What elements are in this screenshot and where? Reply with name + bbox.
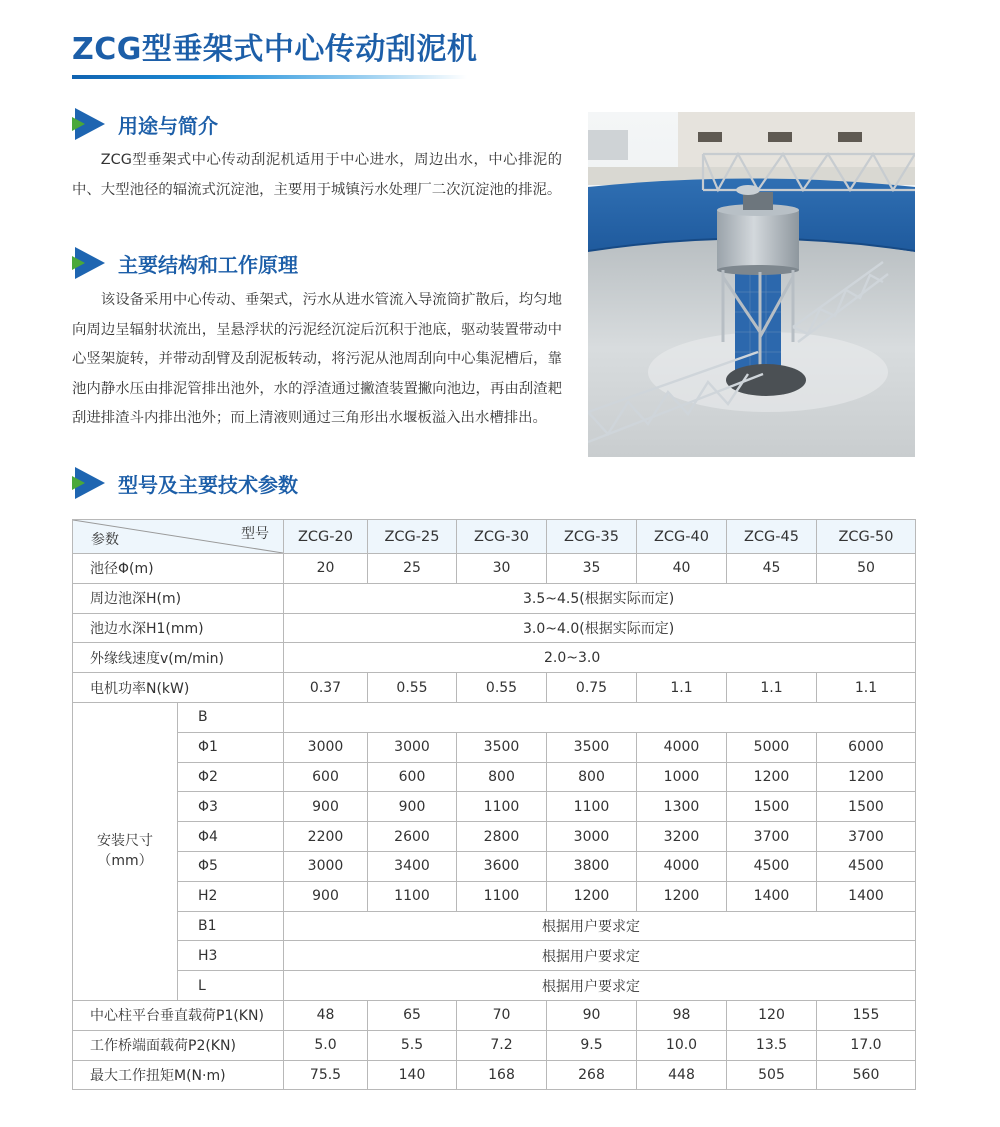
row-label: 池径Φ(m)	[73, 554, 284, 584]
cell: 600	[368, 762, 457, 792]
cell: 75.5	[284, 1060, 368, 1090]
cell: 900	[368, 792, 457, 822]
table-row	[73, 702, 916, 732]
section-heading-usage	[72, 108, 218, 140]
cell: 155	[817, 1000, 916, 1030]
cell: 30	[457, 554, 547, 584]
cell: 1200	[547, 881, 637, 911]
cell: 168	[457, 1060, 547, 1090]
cell: 45	[727, 554, 817, 584]
table-row	[73, 554, 916, 584]
row-label: 最大工作扭矩M(N·m)	[73, 1060, 284, 1090]
cell: 800	[547, 762, 637, 792]
table-row	[73, 732, 916, 762]
cell: 3000	[284, 732, 368, 762]
cell: 9.5	[547, 1030, 637, 1060]
cell: 3500	[547, 732, 637, 762]
merged-cell	[284, 702, 916, 732]
merged-cell: 根据用户要求定	[284, 941, 916, 971]
header-corner-cell	[73, 520, 284, 554]
cell: 120	[727, 1000, 817, 1030]
page-title: ZCG型垂架式中心传动刮泥机	[72, 32, 478, 67]
table-row	[73, 822, 916, 852]
cell: 3500	[457, 732, 547, 762]
install-group-label-line1: 安装尺寸	[97, 833, 153, 850]
param-header-label: 参数	[91, 532, 119, 548]
table-row	[73, 583, 916, 613]
section-heading-specs	[72, 467, 298, 499]
section-heading-structure	[72, 247, 298, 279]
sub-label: B1	[178, 911, 284, 941]
cell: 3000	[284, 851, 368, 881]
cell: 0.55	[368, 673, 457, 703]
model-header: ZCG-25	[368, 520, 457, 554]
sub-label: Φ2	[178, 762, 284, 792]
merged-cell: 根据用户要求定	[284, 971, 916, 1001]
cell: 0.55	[457, 673, 547, 703]
cell: 4500	[727, 851, 817, 881]
model-header: ZCG-30	[457, 520, 547, 554]
cell: 1200	[817, 762, 916, 792]
model-header: ZCG-35	[547, 520, 637, 554]
cell: 1000	[637, 762, 727, 792]
cell: 900	[284, 881, 368, 911]
merged-cell: 2.0~3.0	[284, 643, 916, 673]
cell: 4000	[637, 732, 727, 762]
cell: 5.0	[284, 1030, 368, 1060]
cell: 268	[547, 1060, 637, 1090]
table-header-row	[73, 520, 916, 554]
cell: 65	[368, 1000, 457, 1030]
play-arrow-icon	[72, 108, 108, 140]
row-label: 周边池深H(m)	[73, 583, 284, 613]
cell: 1100	[368, 881, 457, 911]
clarifier-photo-illustration	[588, 112, 915, 457]
cell: 3400	[368, 851, 457, 881]
cell: 2800	[457, 822, 547, 852]
cell: 3000	[547, 822, 637, 852]
cell: 1100	[547, 792, 637, 822]
cell: 25	[368, 554, 457, 584]
row-label: 工作桥端面载荷P2(KN)	[73, 1030, 284, 1060]
sub-label: H2	[178, 881, 284, 911]
table-row	[73, 613, 916, 643]
usage-paragraph: ZCG型垂架式中心传动刮泥机适用于中心进水，周边出水，中心排泥的中、大型池径的辐流式沉淀池，主要用于城镇污水处理厂二次沉淀池的排泥。	[72, 152, 562, 198]
cell: 1.1	[817, 673, 916, 703]
section-heading-label: 主要结构和工作原理	[118, 252, 298, 277]
table-row	[73, 911, 916, 941]
cell: 0.37	[284, 673, 368, 703]
merged-cell: 3.5~4.5(根据实际而定)	[284, 583, 916, 613]
table-row	[73, 643, 916, 673]
table-row	[73, 762, 916, 792]
merged-cell: 3.0~4.0(根据实际而定)	[284, 613, 916, 643]
table-row	[73, 673, 916, 703]
cell: 4000	[637, 851, 727, 881]
table-row	[73, 1000, 916, 1030]
cell: 90	[547, 1000, 637, 1030]
cell: 4500	[817, 851, 916, 881]
cell: 5000	[727, 732, 817, 762]
cell: 1500	[727, 792, 817, 822]
cell: 2200	[284, 822, 368, 852]
title-underline	[72, 75, 467, 79]
cell: 600	[284, 762, 368, 792]
cell: 800	[457, 762, 547, 792]
sub-label: B	[178, 702, 284, 732]
cell: 50	[817, 554, 916, 584]
table-row	[73, 971, 916, 1001]
cell: 48	[284, 1000, 368, 1030]
sub-label: L	[178, 971, 284, 1001]
section-heading-label: 型号及主要技术参数	[118, 472, 298, 497]
sub-label: Φ1	[178, 732, 284, 762]
play-arrow-icon	[72, 247, 108, 279]
table-row	[73, 881, 916, 911]
cell: 140	[368, 1060, 457, 1090]
cell: 35	[547, 554, 637, 584]
cell: 900	[284, 792, 368, 822]
row-label: 中心柱平台垂直载荷P1(KN)	[73, 1000, 284, 1030]
cell: 1200	[727, 762, 817, 792]
play-arrow-icon	[72, 467, 108, 499]
cell: 5.5	[368, 1030, 457, 1060]
sub-label: Φ5	[178, 851, 284, 881]
cell: 13.5	[727, 1030, 817, 1060]
model-header: ZCG-45	[727, 520, 817, 554]
model-header: ZCG-50	[817, 520, 916, 554]
table-row	[73, 851, 916, 881]
cell: 1200	[637, 881, 727, 911]
row-label: 池边水深H1(mm)	[73, 613, 284, 643]
cell: 1.1	[637, 673, 727, 703]
cell: 1.1	[727, 673, 817, 703]
spec-table	[72, 519, 916, 1090]
table-row	[73, 941, 916, 971]
cell: 448	[637, 1060, 727, 1090]
model-header: ZCG-40	[637, 520, 727, 554]
cell: 10.0	[637, 1030, 727, 1060]
cell: 1100	[457, 881, 547, 911]
install-group-label	[73, 702, 178, 1000]
cell: 2600	[368, 822, 457, 852]
cell: 6000	[817, 732, 916, 762]
cell: 17.0	[817, 1030, 916, 1060]
cell: 1100	[457, 792, 547, 822]
sub-label: Φ4	[178, 822, 284, 852]
cell: 1400	[727, 881, 817, 911]
structure-paragraph: 该设备采用中心传动、垂架式，污水从进水管流入导流筒扩散后，均匀地向周边呈辐射状流出，呈悬浮状的污泥经沉淀后沉积于池底，驱动装置带动中心竖架旋转，并带动刮臂及刮泥板转动，将污泥从池周刮向中心集泥槽后，靠池内静水压由排泥管排出池外，水的浮渣通过撇渣装置撇向池边，再由刮渣耙刮进排渣斗内排出池外；而上清液则通过三角形出水堰板溢入出水槽排出。	[72, 292, 562, 426]
cell: 40	[637, 554, 727, 584]
sub-label: H3	[178, 941, 284, 971]
sub-label: Φ3	[178, 792, 284, 822]
cell: 3200	[637, 822, 727, 852]
cell: 20	[284, 554, 368, 584]
cell: 3000	[368, 732, 457, 762]
cell: 3700	[817, 822, 916, 852]
table-row	[73, 1060, 916, 1090]
cell: 560	[817, 1060, 916, 1090]
cell: 0.75	[547, 673, 637, 703]
model-header-label: 型号	[241, 526, 269, 542]
section-heading-label: 用途与简介	[118, 113, 218, 138]
cell: 3600	[457, 851, 547, 881]
table-row	[73, 792, 916, 822]
cell: 505	[727, 1060, 817, 1090]
row-label: 外缘线速度v(m/min)	[73, 643, 284, 673]
cell: 1400	[817, 881, 916, 911]
cell: 3800	[547, 851, 637, 881]
cell: 98	[637, 1000, 727, 1030]
cell: 3700	[727, 822, 817, 852]
install-group-label-line2: （mm）	[97, 853, 153, 870]
row-label: 电机功率N(kW)	[73, 673, 284, 703]
cell: 1300	[637, 792, 727, 822]
cell: 7.2	[457, 1030, 547, 1060]
cell: 70	[457, 1000, 547, 1030]
merged-cell: 根据用户要求定	[284, 911, 916, 941]
table-row	[73, 1030, 916, 1060]
cell: 1500	[817, 792, 916, 822]
product-photo	[588, 112, 915, 457]
model-header: ZCG-20	[284, 520, 368, 554]
